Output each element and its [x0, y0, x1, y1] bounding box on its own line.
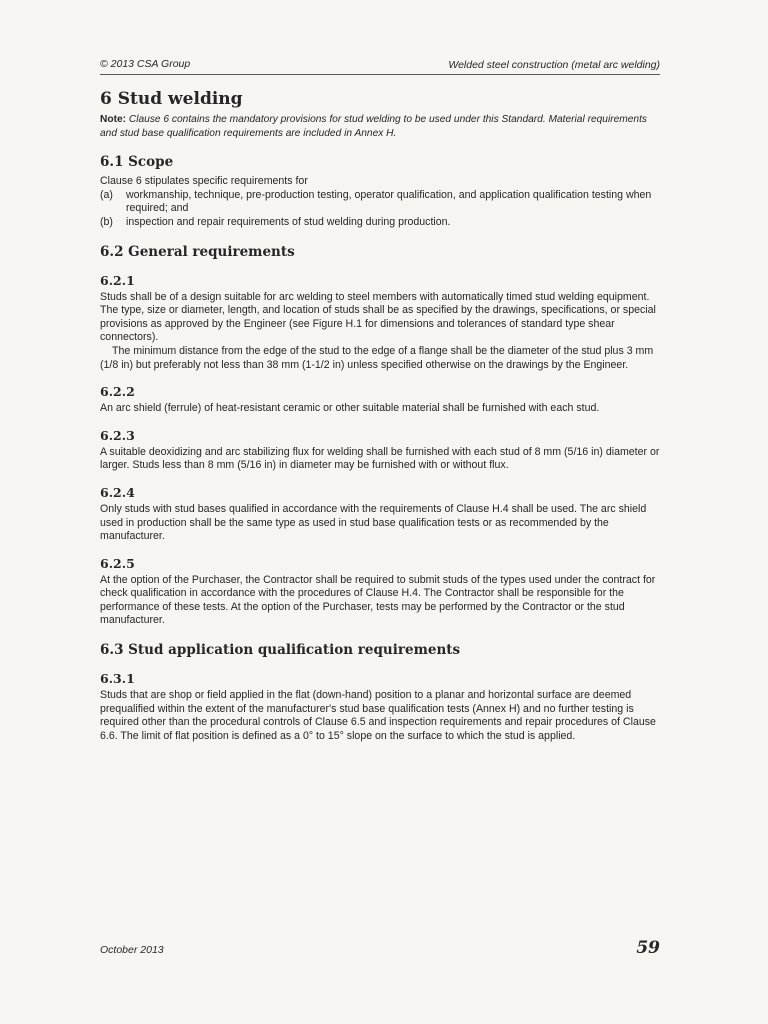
page-content: [100, 88, 660, 743]
section-6-2-1-para-2: The minimum distance from the edge of the stud to the edge of a flange shall be the diameter of the stud plus 3 mm (1/8 in) but preferably not less than 38 mm (1-1/2 in) unless specified otherwise on the drawings by the Engineer.: [100, 344, 654, 371]
section-6-2-3-para: A suitable deoxidizing and arc stabilizing flux for welding shall be furnished with each stud of 8 mm (5/16 in) diameter or larger. Studs less than 8 mm (5/16 in) in diameter may be furnished with or without flux.: [100, 445, 660, 472]
scope-item-b-mark: (b): [100, 215, 113, 228]
scope-intro: Clause 6 stipulates specific requirements for: [100, 175, 308, 188]
scope-item-b-text: inspection and repair requirements of stud welding during production.: [126, 215, 451, 228]
section-6-2-2-para: An arc shield (ferrule) of heat-resistant ceramic or other suitable material shall be furnished with each stud.: [100, 402, 600, 415]
section-6-2-2-title: 6.2.2: [100, 384, 135, 400]
note-text: Clause 6 contains the mandatory provisions for stud welding to be used under this Standard. Material requirements and stud base qualification requirements are included in Annex H.: [100, 114, 648, 139]
section-6-note: [100, 113, 660, 140]
section-6-3-title: 6.3 Stud application qualification requirements: [100, 642, 461, 659]
section-6-2-4-para: Only studs with stud bases qualified in accordance with the requirements of Clause H.4 shall be used. The arc shield used in production shall be the same type as used in stud base qualification tests or as recommended by the manufacturer.: [100, 502, 647, 543]
header-title: Welded steel construction (metal arc welding): [448, 59, 660, 71]
scope-item-b: [100, 216, 660, 230]
header-copyright: © 2013 CSA Group: [100, 58, 191, 70]
section-6-2-1-title: 6.2.1: [100, 272, 135, 288]
section-6-2-4-title: 6.2.4: [100, 484, 135, 500]
section-6-title: 6 Stud welding: [100, 89, 243, 109]
section-6-3-1-title: 6.3.1: [100, 671, 135, 687]
section-6-2-5-para: At the option of the Purchaser, the Contractor shall be required to submit studs of the types used under the contract for check qualification in accordance with the procedures of Clause H.4. The Contractor shall be responsible for the performance of these tests. At the option of the Purchaser, tests may be performed by the Contractor or the stud manufacturer.: [100, 573, 656, 627]
page-number: 59: [636, 938, 660, 958]
section-6-3-1-para: Studs that are shop or field applied in the flat (down-hand) position to a planar and horizontal surface are deemed prequalified within the extent of the manufacturer's stud base qualification tests (Annex H) and no further testing is required other than the procedural controls of Clause 6.5 and inspection requirements and repair procedures of Clause 6.6. The limit of flat position is defined as a 0° to 15° slope on the surface to which the stud is applied.: [100, 689, 656, 742]
section-6-2-3-title: 6.2.3: [100, 427, 135, 443]
page-header: [100, 56, 660, 75]
section-6-2-1-para-1: Studs shall be of a design suitable for arc welding to steel members with automatically timed stud welding equipment. The type, size or diameter, length, and location of studs shall be as specified by the drawings, specifications, or special provisions as approved by the Engineer (see Figure H.1 for dimensions and tolerances of standard type shear connectors).: [100, 290, 656, 344]
footer-date: October 2013: [100, 944, 164, 956]
section-6-1-title: 6.1 Scope: [100, 154, 174, 171]
note-label: Note:: [100, 114, 127, 125]
section-6-2-5-title: 6.2.5: [100, 555, 135, 571]
scope-item-a-mark: (a): [100, 188, 113, 201]
scope-item-a: [100, 189, 660, 216]
scope-item-a-text: workmanship, technique, pre-production testing, operator qualification, and application qualification testing when required; and: [126, 188, 652, 215]
section-6-2-title: 6.2 General requirements: [100, 243, 295, 260]
